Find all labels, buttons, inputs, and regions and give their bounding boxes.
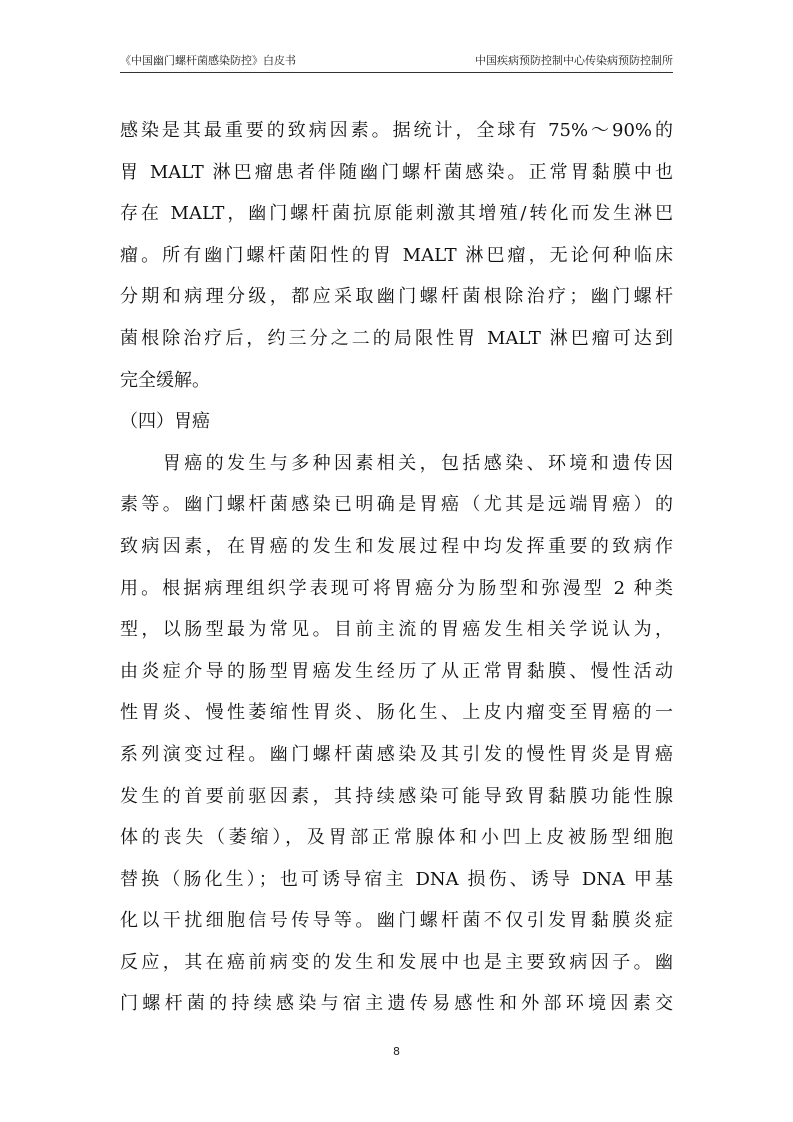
text-line: 感染是其最重要的致病因素。据统计，全球有 75%～90%的 (120, 120, 673, 141)
text-line: 发生的首要前驱因素，其持续感染可能导致胃黏膜功能性腺 (120, 785, 673, 807)
page-header (120, 52, 673, 72)
text-line: 胃癌的发生与多种因素相关，包括感染、环境和遗传因 (120, 452, 673, 474)
page-number: 8 (393, 1045, 400, 1058)
page-body (120, 110, 673, 1025)
text-line: 致病因素，在胃癌的发生和发展过程中均发挥重要的致病作 (120, 535, 673, 557)
text-line: 存在 MALT，幽门螺杆菌抗原能刺激其增殖/转化而发生淋巴 (120, 203, 673, 225)
section-heading: （四）胃癌 (120, 411, 210, 433)
text-line: 分期和病理分级，都应采取幽门螺杆菌根除治疗；幽门螺杆 (120, 286, 673, 308)
header-rule (120, 72, 673, 73)
text-line: 胃 MALT 淋巴瘤患者伴随幽门螺杆菌感染。正常胃黏膜中也 (120, 161, 673, 183)
text-line: 用。根据病理组织学表现可将胃癌分为肠型和弥漫型 2 种类 (120, 577, 673, 599)
text-line: 反应，其在癌前病变的发生和发展中也是主要致病因子。幽 (120, 951, 673, 973)
text-line: 型，以肠型最为常见。目前主流的胃癌发生相关学说认为， (120, 619, 673, 641)
text-line: 完全缓解。 (120, 369, 210, 391)
paragraph-malt-lymphoma (120, 110, 673, 401)
text-line: 门螺杆菌的持续感染与宿主遗传易感性和外部环境因素交 (120, 993, 673, 1015)
text-line: 性胃炎、慢性萎缩性胃炎、肠化生、上皮内瘤变至胃癌的一 (120, 702, 673, 724)
text-line: 体的丧失（萎缩），及胃部正常腺体和小凹上皮被肠型细胞 (120, 827, 673, 849)
text-line: 系列演变过程。幽门螺杆菌感染及其引发的慢性胃炎是胃癌 (120, 743, 673, 765)
text-line: 由炎症介导的肠型胃癌发生经历了从正常胃黏膜、慢性活动 (120, 660, 673, 682)
text-line: 替换（肠化生）；也可诱导宿主 DNA 损伤、诱导 DNA 甲基 (120, 868, 673, 890)
header-document-title: 《中国幽门螺杆菌感染防控》白皮书 (120, 54, 296, 67)
text-line: 瘤。所有幽门螺杆菌阳性的胃 MALT 淋巴瘤，无论何种临床 (120, 244, 673, 266)
paragraph-gastric-cancer (120, 443, 673, 1025)
header-organization: 中国疾病预防控制中心传染病预防控制所 (475, 54, 673, 67)
text-line: 化以干扰细胞信号传导等。幽门螺杆菌不仅引发胃黏膜炎症 (120, 910, 673, 932)
text-line: 素等。幽门螺杆菌感染已明确是胃癌（尤其是远端胃癌）的 (120, 494, 673, 516)
text-line: 菌根除治疗后，约三分之二的局限性胃 MALT 淋巴瘤可达到 (120, 327, 673, 349)
